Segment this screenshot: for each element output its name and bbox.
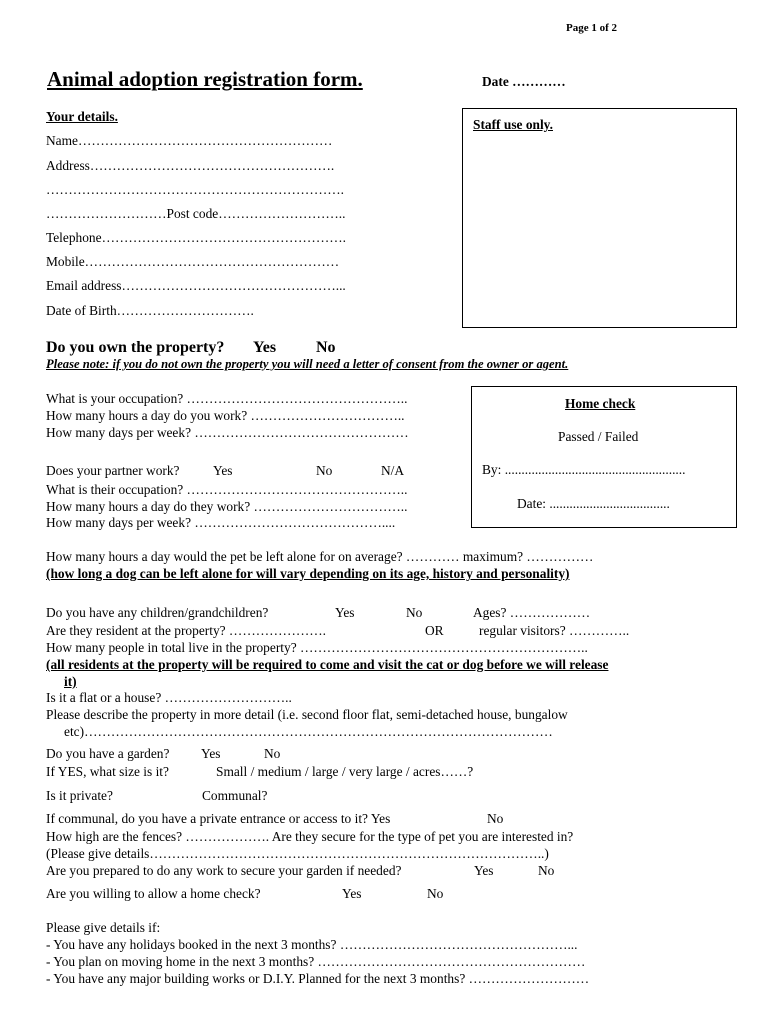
mobile-field[interactable]: Mobile…………………………………………………	[46, 254, 340, 269]
partner-work-yes[interactable]: Yes	[213, 463, 233, 478]
partner-work-no[interactable]: No	[316, 463, 333, 478]
fences-details-field[interactable]: (Please give details……………………………………………………………………………..)	[46, 846, 549, 861]
communal-access-no[interactable]: No	[487, 811, 504, 826]
property-describe-line2[interactable]: etc)……………………………………………………………………………………………	[64, 724, 553, 739]
postcode-field[interactable]: ………………………Post code………………………..	[46, 206, 346, 221]
page-number: Page 1 of 2	[566, 22, 618, 34]
home-check-no[interactable]: No	[427, 886, 444, 901]
garden-yes[interactable]: Yes	[201, 746, 221, 761]
own-property-question: Do you own the property?	[46, 339, 225, 356]
partner-days-field[interactable]: How many days per week? ……………………………………....	[46, 515, 396, 530]
consent-note: Please note: if you do not own the property you will need a letter of consent from the owner or agent.	[46, 357, 569, 371]
plans-heading: Please give details if:	[46, 920, 161, 935]
home-check-yes[interactable]: Yes	[342, 886, 362, 901]
people-count-field[interactable]: How many people in total live in the property? ………………………………………………………..	[46, 640, 588, 655]
garden-question: Do you have a garden?	[46, 746, 170, 761]
your-details-heading: Your details.	[46, 109, 118, 124]
garden-private[interactable]: Is it private?	[46, 788, 113, 803]
address-line2-field[interactable]: ………………………………………………………….	[46, 182, 344, 197]
garden-size-question: If YES, what size is it?	[46, 764, 169, 779]
resident-or: OR	[425, 623, 444, 638]
staff-use-heading: Staff use only.	[473, 117, 553, 132]
children-question: Do you have any children/grandchildren?	[46, 605, 269, 620]
building-works-field[interactable]: - You have any major building works or D.I.Y. Planned for the next 3 months? ………………………	[46, 971, 590, 986]
children-ages-field[interactable]: Ages? ………………	[473, 605, 591, 620]
home-check-box	[471, 386, 737, 528]
home-check-question: Are you willing to allow a home check?	[46, 886, 261, 901]
residents-note-line1: (all residents at the property will be required to come and visit the cat or dog before we will release	[46, 657, 609, 672]
address-field[interactable]: Address……………………………………………….	[46, 158, 335, 173]
garden-no[interactable]: No	[264, 746, 281, 761]
flat-house-field[interactable]: Is it a flat or a house? ………………………..	[46, 690, 292, 705]
staff-use-box	[462, 108, 737, 328]
secure-work-question: Are you prepared to do any work to secure your garden if needed?	[46, 863, 402, 878]
garden-size-options[interactable]: Small / medium / large / very large / acres……?	[216, 764, 474, 779]
secure-work-no[interactable]: No	[538, 863, 555, 878]
home-check-by[interactable]: By: ......................................................	[482, 462, 686, 477]
telephone-field[interactable]: Telephone……………………………………………….	[46, 230, 346, 245]
home-check-heading: Home check	[565, 396, 636, 411]
fences-field[interactable]: How high are the fences? ………………. Are they secure for the type of pet you are interested in?	[46, 829, 574, 844]
visitors-field[interactable]: regular visitors? …………..	[479, 623, 630, 638]
partner-work-na[interactable]: N/A	[381, 463, 405, 478]
residents-note-line2: it)	[64, 674, 77, 689]
form-title: Animal adoption registration form.	[47, 67, 363, 91]
holidays-field[interactable]: - You have any holidays booked in the next 3 months? ……………………………………………...	[46, 937, 578, 952]
dob-field[interactable]: Date of Birth………………………….	[46, 303, 254, 318]
own-property-yes[interactable]: Yes	[253, 339, 277, 356]
work-days-field[interactable]: How many days per week? …………………………………………	[46, 425, 409, 440]
children-no[interactable]: No	[406, 605, 423, 620]
home-check-status[interactable]: Passed / Failed	[558, 429, 639, 444]
name-field[interactable]: Name…………………………………………………	[46, 133, 333, 148]
garden-communal[interactable]: Communal?	[202, 788, 268, 803]
email-field[interactable]: Email address…………………………………………...	[46, 278, 346, 293]
partner-work-question: Does your partner work?	[46, 463, 180, 478]
own-property-no[interactable]: No	[316, 339, 336, 356]
pet-alone-note: (how long a dog can be left alone for will vary depending on its age, history and personality)	[46, 566, 570, 581]
partner-occupation-field[interactable]: What is their occupation? …………………………………………..	[46, 482, 408, 497]
moving-field[interactable]: - You plan on moving home in the next 3 months? ……………………………………………………	[46, 954, 586, 969]
property-describe-line1: Please describe the property in more detail (i.e. second floor flat, semi-detached house, bungalow	[46, 707, 568, 722]
communal-access-question[interactable]: If communal, do you have a private entrance or access to it? Yes	[46, 811, 391, 826]
date-field[interactable]: Date …………	[482, 74, 566, 89]
partner-hours-field[interactable]: How many hours a day do they work? ……………………………..	[46, 499, 408, 514]
resident-field[interactable]: Are they resident at the property? ………………….	[46, 623, 327, 638]
occupation-field[interactable]: What is your occupation? …………………………………………..	[46, 391, 408, 406]
children-yes[interactable]: Yes	[335, 605, 355, 620]
work-hours-field[interactable]: How many hours a day do you work? ……………………………..	[46, 408, 405, 423]
secure-work-yes[interactable]: Yes	[474, 863, 494, 878]
home-check-date[interactable]: Date: ....................................	[517, 496, 670, 511]
pet-alone-field[interactable]: How many hours a day would the pet be left alone for on average? ………… maximum? ……………	[46, 549, 594, 564]
